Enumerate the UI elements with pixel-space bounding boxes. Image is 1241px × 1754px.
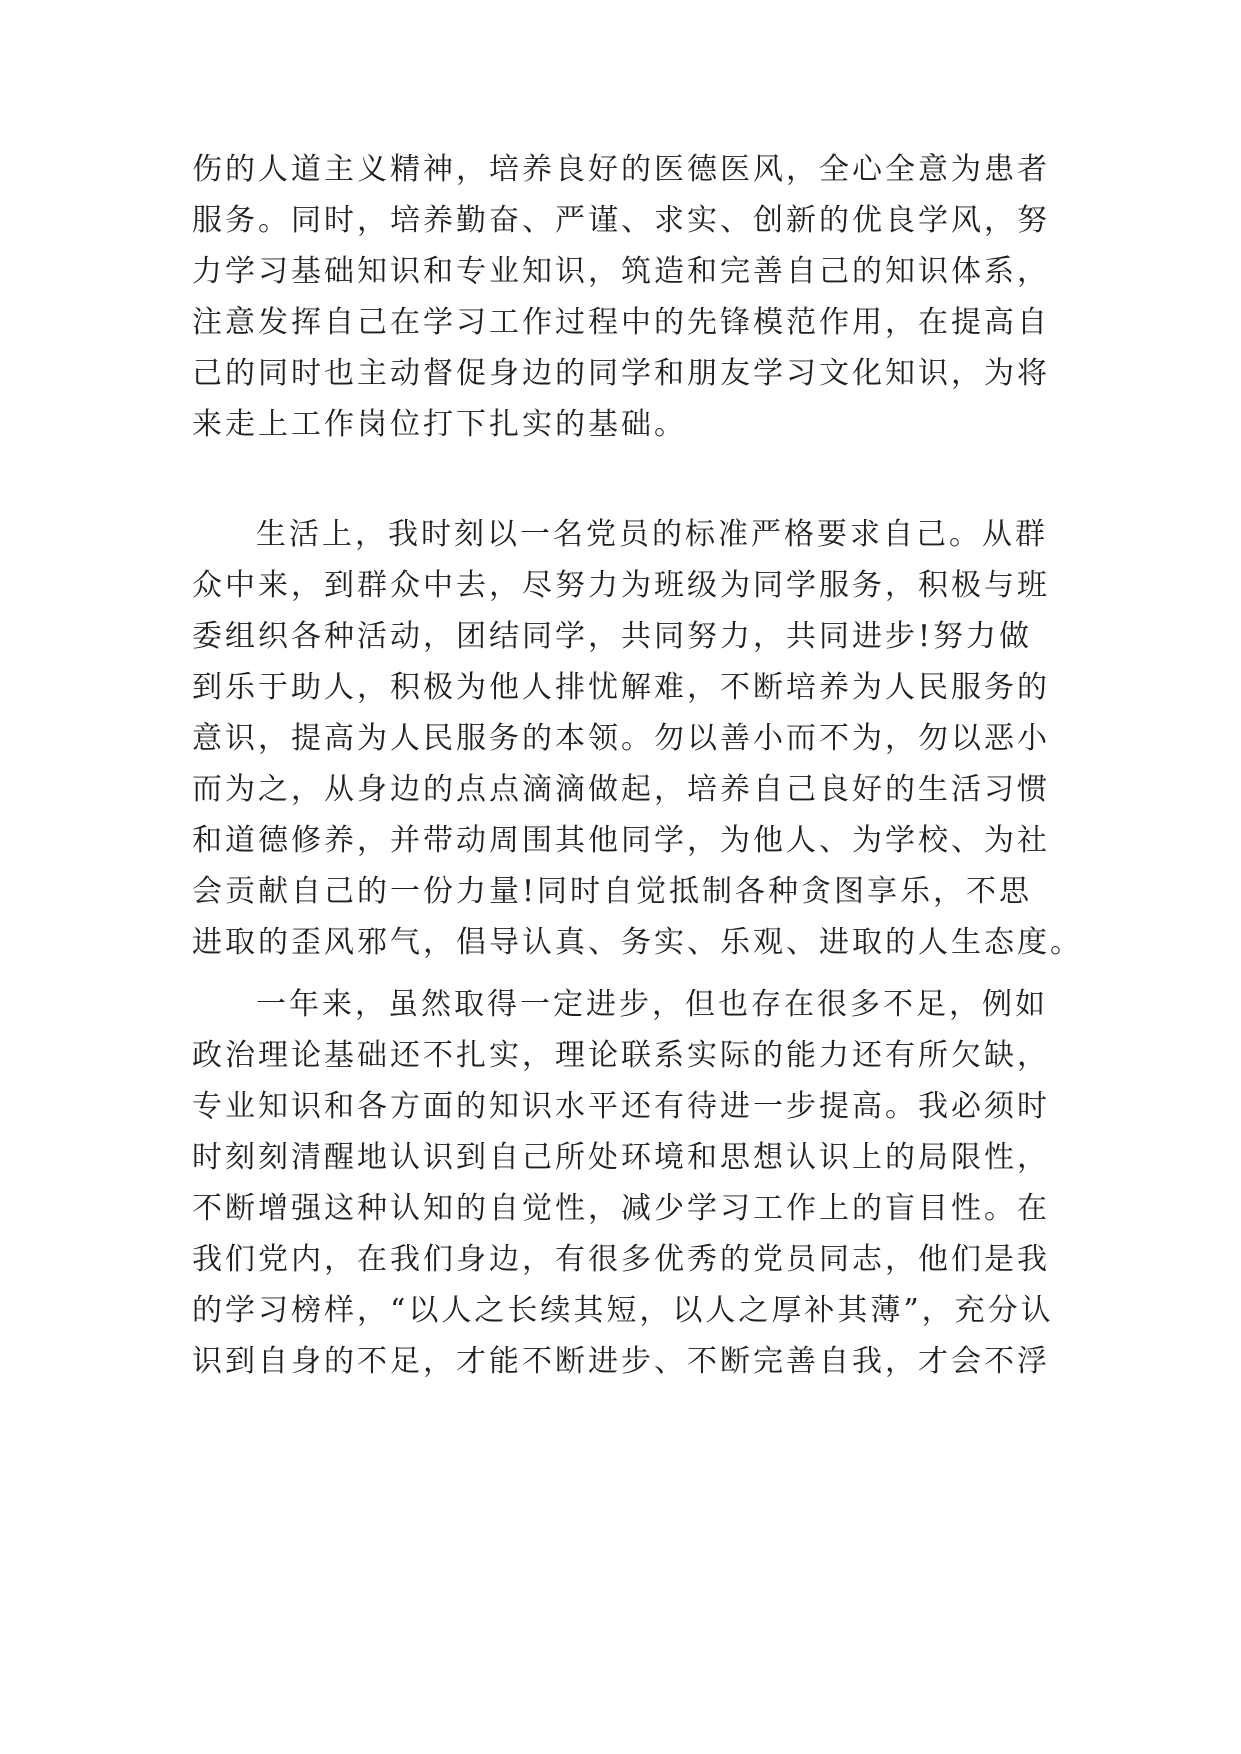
text-line: 和道德修养，并带动周围其他同学，为他人、为学校、为社 — [192, 823, 1050, 858]
text-line: 意识，提高为人民服务的本领。勿以善小而不为，勿以恶小 — [192, 721, 1050, 756]
text-line: 力学习基础知识和专业知识，筑造和完善自己的知识体系， — [192, 254, 1050, 289]
text-line: 专业知识和各方面的知识水平还有待进一步提高。我必须时 — [192, 1089, 1050, 1124]
text-line: 时刻刻清醒地认识到自己所处环境和思想认识上的局限性， — [192, 1140, 1050, 1175]
text-line: 委组织各种活动，团结同学，共同努力，共同进步!努力做 — [192, 619, 1033, 654]
text-line: 伤的人道主义精神，培养良好的医德医风，全心全意为患者 — [192, 152, 1050, 187]
text-line: 而为之，从身边的点点滴滴做起，培养自己良好的生活习惯 — [192, 772, 1050, 807]
text-line: 政治理论基础还不扎实，理论联系实际的能力还有所欠缺， — [192, 1038, 1050, 1073]
text-line: 生活上，我时刻以一名党员的标准严格要求自己。从群 — [256, 517, 1048, 552]
text-line: 识到自身的不足，才能不断进步、不断完善自我，才会不浮 — [192, 1344, 1050, 1379]
text-line: 服务。同时，培养勤奋、严谨、求实、创新的优良学风，努 — [192, 203, 1050, 238]
text-line: 众中来，到群众中去，尽努力为班级为同学服务，积极与班 — [192, 568, 1050, 603]
text-line: 己的同时也主动督促身边的同学和朋友学习文化知识，为将 — [192, 356, 1050, 391]
text-line: 注意发挥自己在学习工作过程中的先锋模范作用，在提高自 — [192, 305, 1050, 340]
text-line: 进取的歪风邪气，倡导认真、务实、乐观、进取的人生态度。 — [192, 925, 1083, 960]
text-line: 我们党内，在我们身边，有很多优秀的党员同志，他们是我 — [192, 1242, 1050, 1277]
text-line: 到乐于助人，积极为他人排忧解难，不断培养为人民服务的 — [192, 670, 1050, 705]
text-line: 来走上工作岗位打下扎实的基础。 — [192, 407, 687, 442]
text-line: 不断增强这种认知的自觉性，减少学习工作上的盲目性。在 — [192, 1191, 1050, 1226]
text-line: 会贡献自己的一份力量!同时自觉抵制各种贪图享乐，不思 — [192, 874, 1033, 909]
text-line: 的学习榜样，“以人之长续其短，以人之厚补其薄”，充分认 — [192, 1293, 1054, 1328]
text-line: 一年来，虽然取得一定进步，但也存在很多不足，例如 — [256, 987, 1048, 1022]
